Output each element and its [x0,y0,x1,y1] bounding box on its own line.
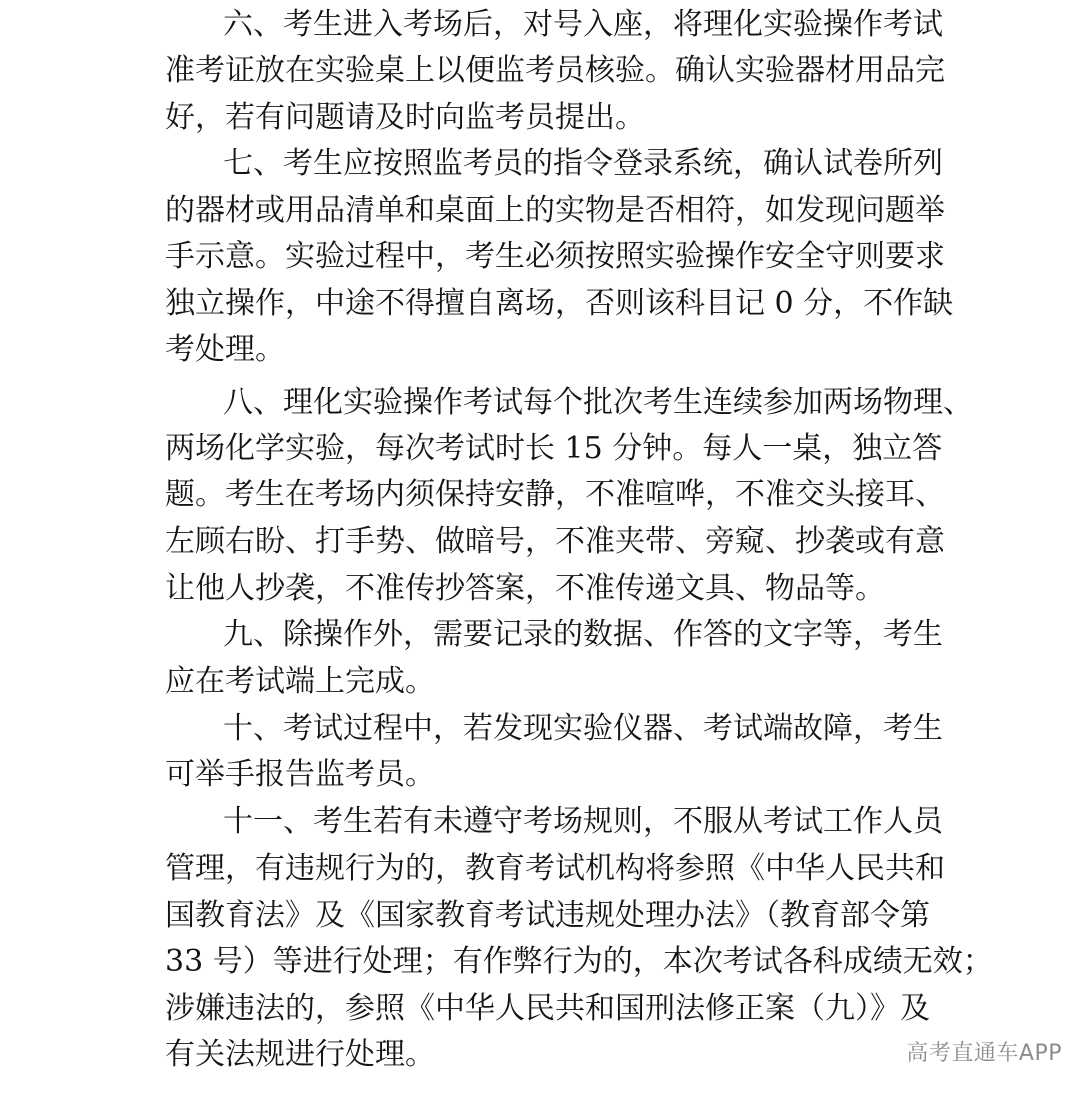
text-line: 可举手报告监考员。 [165,757,435,792]
text-line: 十、考试过程中，若发现实验仪器、考试端故障，考生 [223,711,943,746]
text-line: 准考证放在实验桌上以便监考员核验。确认实验器材用品完 [165,53,945,88]
text-line: 应在考试端上完成。 [165,664,435,699]
text-line: 十一、考生若有未遵守考场规则，不服从考试工作人员 [223,804,943,839]
text-line: 考处理。 [165,332,285,367]
text-line: 六、考生进入考场后，对号入座，将理化实验操作考试 [223,7,943,42]
text-line: 涉嫌违法的，参照《中华人民共和国刑法修正案（九）》及 [165,991,930,1026]
text-line: 独立操作，中途不得擅自离场，否则该科目记 0 分，不作缺 [165,286,954,321]
text-line: 八、理化实验操作考试每个批次考生连续参加两场物理、 [223,385,973,420]
text-line: 好，若有问题请及时向监考员提出。 [165,100,645,135]
text-line: 让他人抄袭，不准传抄答案，不准传递文具、物品等。 [165,571,885,606]
text-line: 的器材或用品清单和桌面上的实物是否相符，如发现问题举 [165,193,945,228]
text-line: 九、除操作外，需要记录的数据、作答的文字等，考生 [223,617,943,652]
text-line: 管理，有违规行为的，教育考试机构将参照《中华人民共和 [165,851,945,886]
text-line: 左顾右盼、打手势、做暗号，不准夹带、旁窥、抄袭或有意 [165,524,945,559]
text-line: 33 号）等进行处理；有作弊行为的，本次考试各科成绩无效； [165,944,993,979]
app-watermark: 高考直通车APP [906,1041,1062,1066]
text-line: 国教育法》及《国家教育考试违规处理办法》（教育部令第 [165,898,930,933]
text-line: 七、考生应按照监考员的指令登录系统，确认试卷所列 [223,146,943,181]
text-line: 手示意。实验过程中，考生必须按照实验操作安全守则要求 [165,239,945,274]
text-line: 有关法规进行处理。 [165,1037,435,1072]
text-line: 两场化学实验，每次考试时长 15 分钟。每人一桌，独立答 [165,431,943,466]
text-line: 题。考生在考场内须保持安静，不准喧哗，不准交头接耳、 [165,477,945,512]
